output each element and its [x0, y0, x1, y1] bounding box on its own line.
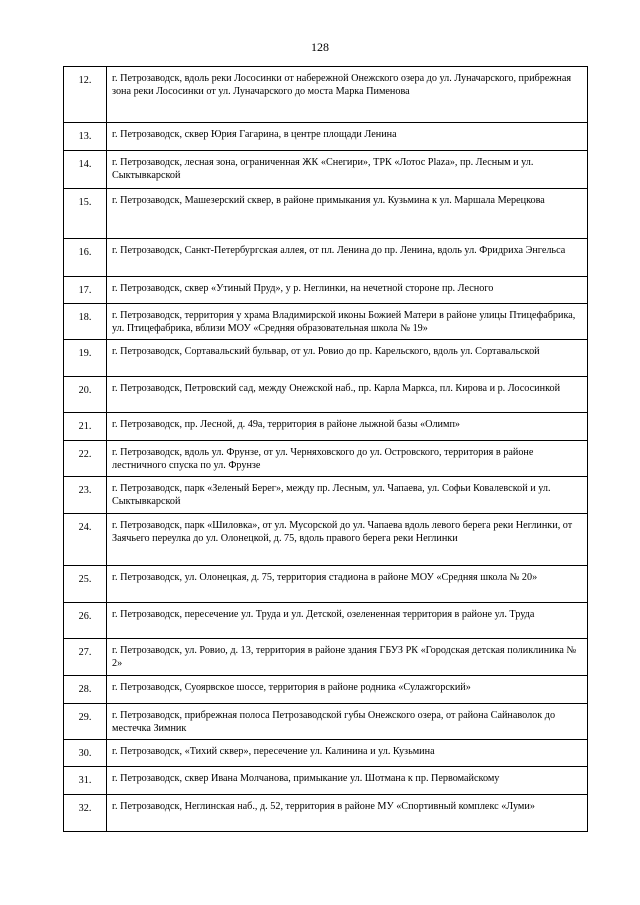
table-row — [64, 123, 588, 151]
table-row — [64, 767, 588, 795]
row-number: 12. — [64, 67, 107, 123]
row-description: г. Петрозаводск, сквер Юрия Гагарина, в центре площади Ленина — [107, 123, 588, 151]
row-description: г. Петрозаводск, парк «Шиловка», от ул. Мусорской до ул. Чапаева вдоль левого берега реки Неглинки, от Заячьего переулка до ул. Олонецкой, д. 75, вдоль правого берега реки Неглинки — [107, 514, 588, 566]
row-number: 18. — [64, 304, 107, 340]
row-description: г. Петрозаводск, ул. Ровио, д. 13, территория в районе здания ГБУЗ РК «Городская детская поликлиника № 2» — [107, 639, 588, 676]
table-row — [64, 304, 588, 340]
row-number: 17. — [64, 277, 107, 304]
row-description: г. Петрозаводск, территория у храма Владимирской иконы Божией Матери в районе улицы Птицефабрика, ул. Птицефабрика, вблизи МОУ «Средняя образовательная школа № 19» — [107, 304, 588, 340]
table-row — [64, 413, 588, 441]
row-number: 14. — [64, 151, 107, 189]
table-row — [64, 566, 588, 603]
row-number: 13. — [64, 123, 107, 151]
row-number: 28. — [64, 676, 107, 704]
row-description: г. Петрозаводск, Санкт-Петербургская аллея, от пл. Ленина до пр. Ленина, вдоль ул. Фридриха Энгельса — [107, 239, 588, 277]
row-number: 25. — [64, 566, 107, 603]
row-description: г. Петрозаводск, «Тихий сквер», пересечение ул. Калинина и ул. Кузьмина — [107, 740, 588, 767]
row-number: 24. — [64, 514, 107, 566]
table-row — [64, 239, 588, 277]
row-description: г. Петрозаводск, Неглинская наб., д. 52, территория в районе МУ «Спортивный комплекс «Луми» — [107, 795, 588, 832]
row-description: г. Петрозаводск, парк «Зеленый Берег», между пр. Лесным, ул. Чапаева, ул. Софьи Ковалевской и ул. Сыктывкарской — [107, 477, 588, 514]
table-row — [64, 795, 588, 832]
table-row — [64, 277, 588, 304]
table-row — [64, 377, 588, 413]
locations-table — [63, 66, 588, 832]
table-row — [64, 477, 588, 514]
row-description: г. Петрозаводск, вдоль реки Лососинки от набережной Онежского озера до ул. Луначарского, прибрежная зона реки Лососинки от ул. Луначарского до моста Марка Пименова — [107, 67, 588, 123]
row-number: 29. — [64, 704, 107, 740]
row-number: 21. — [64, 413, 107, 441]
table-row — [64, 514, 588, 566]
row-number: 15. — [64, 189, 107, 239]
row-description: г. Петрозаводск, Петровский сад, между Онежской наб., пр. Карла Маркса, пл. Кирова и р. Лососинкой — [107, 377, 588, 413]
table-row — [64, 151, 588, 189]
table-row — [64, 603, 588, 639]
row-description: г. Петрозаводск, вдоль ул. Фрунзе, от ул. Черняховского до ул. Островского, территория в районе лестничного спуска по ул. Фрунзе — [107, 441, 588, 477]
row-description: г. Петрозаводск, Суоярвское шоссе, территория в районе родника «Сулажгорский» — [107, 676, 588, 704]
row-description: г. Петрозаводск, сквер Ивана Молчанова, примыкание ул. Шотмана к пр. Первомайскому — [107, 767, 588, 795]
row-number: 16. — [64, 239, 107, 277]
row-description: г. Петрозаводск, сквер «Утиный Пруд», у р. Неглинки, на нечетной стороне пр. Лесного — [107, 277, 588, 304]
table-row — [64, 639, 588, 676]
page-number: 128 — [311, 40, 329, 54]
row-description: г. Петрозаводск, Машезерский сквер, в районе примыкания ул. Кузьмина к ул. Маршала Мерецкова — [107, 189, 588, 239]
table-row — [64, 704, 588, 740]
row-number: 30. — [64, 740, 107, 767]
row-number: 32. — [64, 795, 107, 832]
row-description: г. Петрозаводск, Сортавальский бульвар, от ул. Ровио до пр. Карельского, вдоль ул. Сортавальской — [107, 340, 588, 377]
table-row — [64, 189, 588, 239]
row-number: 22. — [64, 441, 107, 477]
row-number: 31. — [64, 767, 107, 795]
table-row — [64, 67, 588, 123]
row-number: 20. — [64, 377, 107, 413]
row-number: 27. — [64, 639, 107, 676]
row-description: г. Петрозаводск, прибрежная полоса Петрозаводской губы Онежского озера, от района Сайнаволок до местечка Зимник — [107, 704, 588, 740]
table-row — [64, 676, 588, 704]
table-row — [64, 441, 588, 477]
row-number: 26. — [64, 603, 107, 639]
row-number: 19. — [64, 340, 107, 377]
table-row — [64, 340, 588, 377]
row-number: 23. — [64, 477, 107, 514]
row-description: г. Петрозаводск, пр. Лесной, д. 49а, территория в районе лыжной базы «Олимп» — [107, 413, 588, 441]
row-description: г. Петрозаводск, лесная зона, ограниченная ЖК «Снегири», ТРК «Лотос Plaza», пр. Лесным и ул. Сыктывкарской — [107, 151, 588, 189]
table-row — [64, 740, 588, 767]
row-description: г. Петрозаводск, пересечение ул. Труда и ул. Детской, озелененная территория в районе ул. Труда — [107, 603, 588, 639]
row-description: г. Петрозаводск, ул. Олонецкая, д. 75, территория стадиона в районе МОУ «Средняя школа № 20» — [107, 566, 588, 603]
